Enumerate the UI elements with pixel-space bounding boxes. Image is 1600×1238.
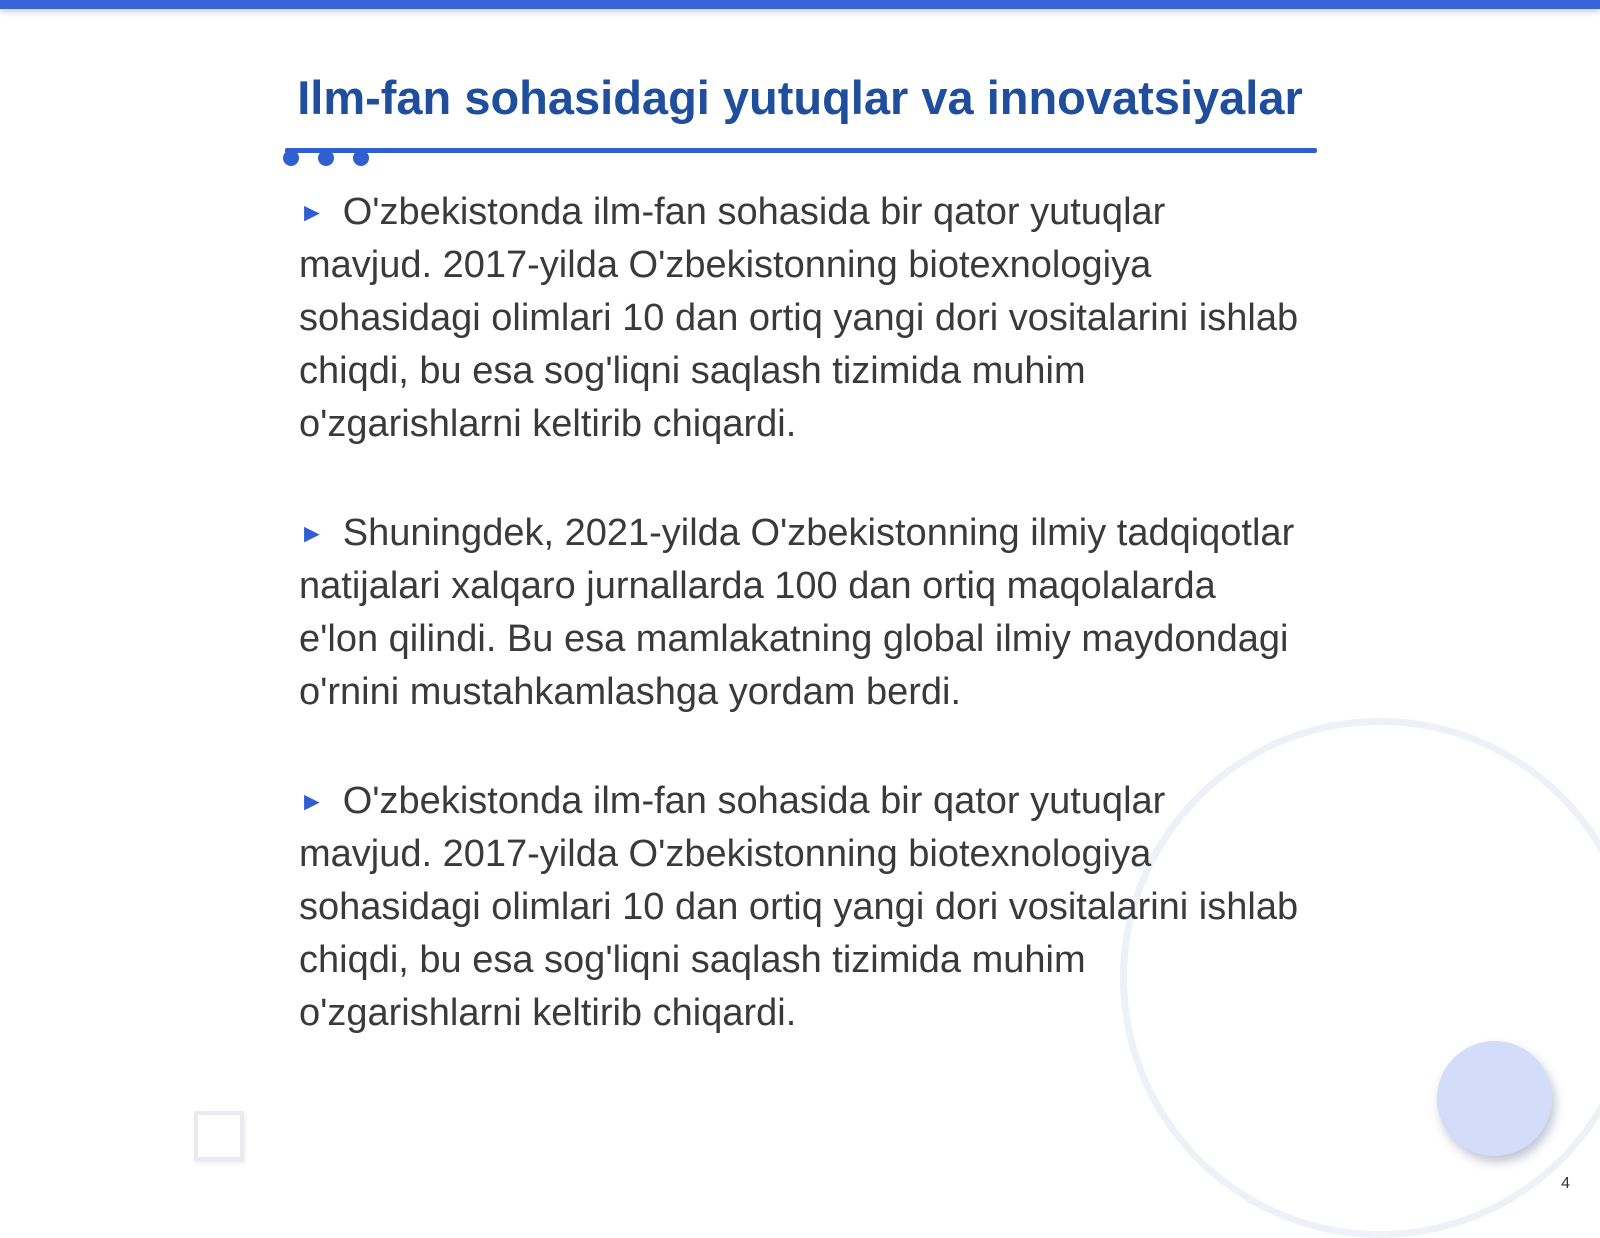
underline-dot bbox=[283, 150, 299, 166]
bullet-paragraph bbox=[299, 507, 1299, 719]
bullet-triangle-icon: ► bbox=[299, 197, 325, 227]
underline-dot bbox=[353, 150, 369, 166]
bullet-paragraph bbox=[299, 186, 1299, 451]
page-number: 4 bbox=[1561, 1175, 1570, 1192]
bullet-paragraph bbox=[299, 775, 1299, 1040]
bullet-triangle-icon: ► bbox=[299, 518, 325, 548]
decorative-square bbox=[194, 1111, 244, 1161]
decorative-circle bbox=[1437, 1041, 1552, 1156]
top-accent-bar bbox=[0, 0, 1600, 9]
bullet-text: Shuningdek, 2021-yilda O'zbekistonning ilmiy tadqiqotlar natijalari xalqaro jurnallarda 100 dan ortiq maqolalarda e'lon qilindi. Bu esa mamlakatning global ilmiy maydondagi o'rnini mustahkamlashga yordam berdi. bbox=[299, 512, 1295, 713]
bullet-triangle-icon: ► bbox=[299, 786, 325, 816]
title-underline bbox=[285, 148, 1317, 153]
bullet-list bbox=[299, 186, 1299, 1096]
bullet-text: O'zbekistonda ilm-fan sohasida bir qator yutuqlar mavjud. 2017-yilda O'zbekistonning biotexnologiya sohasidagi olimlari 10 dan ortiq yangi dori vositalarini ishlab chiqdi, bu esa sog'liqni saqlash tizimida muhim o'zgarishlarni keltirib chiqardi. bbox=[299, 780, 1299, 1034]
slide-title: Ilm-fan sohasidagi yutuqlar va innovatsiyalar bbox=[297, 71, 1303, 124]
bullet-text: O'zbekistonda ilm-fan sohasida bir qator yutuqlar mavjud. 2017-yilda O'zbekistonning biotexnologiya sohasidagi olimlari 10 dan ortiq yangi dori vositalarini ishlab chiqdi, bu esa sog'liqni saqlash tizimida muhim o'zgarishlarni keltirib chiqardi. bbox=[299, 191, 1299, 445]
underline-dot bbox=[318, 150, 334, 166]
